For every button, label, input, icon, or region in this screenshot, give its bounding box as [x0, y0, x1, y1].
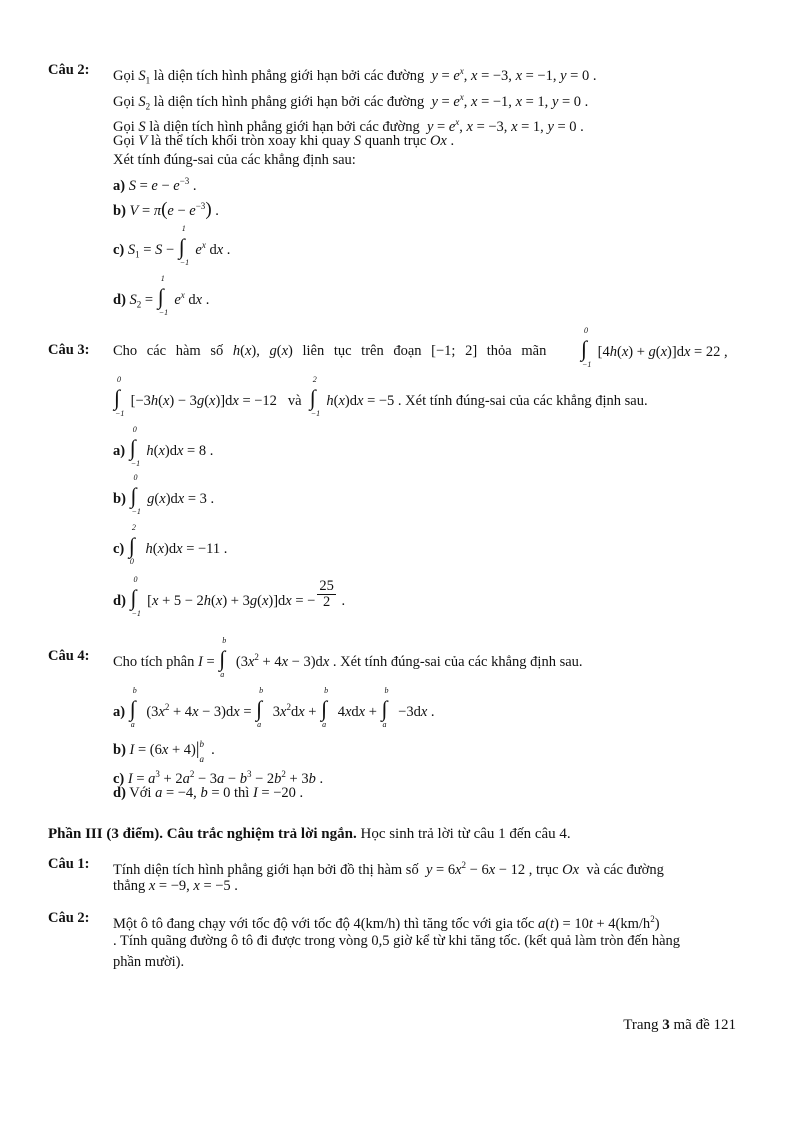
q2-l2-text: Gọi [113, 93, 135, 110]
q2-statement-a: a) $S = e - e^{-3}$ . [113, 176, 197, 194]
q3-l1-c: thỏa mãn [486, 343, 547, 359]
footer-post: mã đề 121 [673, 1017, 736, 1033]
short-question-1-label: Câu 1: [48, 856, 90, 872]
q3-statement-d: d) ∫ 0 −1 [x + 5 − 2h(x) + 3g(x)]dx = − $\frac{25}{2}$ . [113, 575, 346, 618]
integral-symbol: ∫ 2 0 [128, 523, 136, 566]
q4-d-text: Với [129, 785, 152, 801]
q2-l2-tail: là diện tích hình phẳng giới hạn bởi các đường [153, 93, 425, 110]
q3-d-label: d) [113, 593, 126, 609]
q3-line-1: Cho các hàm số h(x), g(x) liên tục trên đoạn [−1; 2] thỏa mãn [113, 343, 547, 359]
q2-c-label: c) [113, 241, 125, 258]
s2-line-3: phần mười). [113, 954, 185, 970]
integral-symbol: ∫ 1 −1 [157, 273, 169, 317]
integral-symbol: ∫ b a [256, 685, 264, 729]
q4-statement-a: a) ∫ b a $(3x^2 + 4x - 3)dx$ = ∫ b a $3x^2dx$ + ∫ b a 4xdx + ∫ b a −3dx . [113, 685, 435, 729]
integral-symbol: ∫ 2 −1 [309, 375, 321, 418]
s2-l1-b: thì tăng tốc với gia tốc [403, 915, 535, 932]
s2-line-1: Một ô tô đang chạy với tốc độ với tốc độ 4(km/h) thì tăng tốc với gia tốc $a(t) = 10t + 4(km/h^2)$ [113, 914, 660, 932]
q3-l2-and: và [287, 393, 302, 409]
q2-l3-text: Gọi [113, 118, 135, 135]
q2-l4-text: Gọi [113, 133, 135, 149]
integral-symbol: ∫ 0 −1 [129, 425, 141, 468]
q2-l3-tail: là diện tích hình phẳng giới hạn bởi các đường [149, 118, 420, 135]
integral-symbol: ∫ b a [129, 685, 137, 729]
q4-statement-c: c) $I = a^3 + 2a^2 - 3a - b^3 - 2b^2 + 3b$ . [113, 769, 324, 787]
part-3-title: Phần III (3 điểm). Câu trắc nghiệm trả lời ngắn. [48, 826, 357, 842]
q3-statement-c: c) ∫ 2 0 h(x)dx = −11 . [113, 523, 228, 566]
q3-statement-a: a) ∫ 0 −1 h(x)dx = 8 . [113, 425, 214, 468]
s1-line-2: thẳng x = −9, x = −5 . [113, 878, 238, 894]
integral-symbol: ∫ 0 −1 [130, 575, 141, 618]
q2-line-3: Gọi S là diện tích hình phẳng giới hạn bởi các đường $y = e^x$, x = −3, x = 1, y = 0 . [113, 117, 584, 135]
q4-statement-b: b) I = (6x + 4)| b a . [113, 738, 215, 764]
q4-l1-a: Cho tích phân [113, 653, 195, 670]
q3-line-2: ∫ 0 −1 [−3h(x) − 3g(x)]dx = −12 và ∫ 2 −1 h(x)dx = −5 . Xét tính đúng-sai của các khẳng định sau. [114, 375, 648, 418]
page-footer [623, 1017, 736, 1034]
integral-symbol: ∫ 0 −1 [581, 326, 592, 369]
footer-pre: Trang [623, 1017, 659, 1033]
footer-page-number: 3 [662, 1017, 670, 1033]
part-3-tail: Học sinh trả lời từ câu 1 đến câu 4. [360, 826, 571, 842]
q3-b-label: b) [113, 491, 126, 507]
s2-line-2: . Tính quãng đường ô tô đi được trong vòng 0,5 giờ kể từ khi tăng tốc. (kết quả làm tròn đến hàng [113, 933, 681, 949]
q4-d-then: thì [234, 785, 250, 801]
q2-line-2: Gọi $S_2$ là diện tích hình phẳng giới hạn bởi các đường $y = e^x$, x = −1, x = 1, y = 0 . [113, 92, 589, 112]
s1-l1-b: , trục [528, 861, 559, 878]
integral-symbol: ∫ b a [219, 635, 227, 679]
q3-l1-a: Cho các hàm số [113, 343, 224, 359]
s1-l2-a: thẳng [113, 878, 146, 894]
integral-symbol: ∫ b a [381, 685, 389, 729]
q4-l1-tail: . Xét tính đúng-sai của các khẳng định sau. [332, 653, 583, 670]
short-question-2-label: Câu 2: [48, 910, 90, 926]
q2-d-label: d) [113, 291, 126, 308]
q2-line-5: Xét tính đúng-sai của các khẳng định sau: [113, 152, 356, 168]
q2-statement-b: b) $V = \pi(e - e^{-3})$ . [113, 198, 219, 220]
q3-statement-b: b) ∫ 0 −1 g(x)dx = 3 . [113, 473, 215, 516]
q3-l1-b: liên tục trên đoạn [302, 343, 422, 359]
integral-symbol: ∫ 1 −1 [178, 223, 190, 267]
q2-l1-tail: là diện tích hình phẳng giới hạn bởi các đường [153, 67, 425, 84]
q2-a-label: a) [113, 177, 126, 194]
question-2-label: Câu 2: [48, 62, 90, 78]
question-4-label: Câu 4: [48, 648, 90, 664]
integral-symbol: ∫ 0 −1 [130, 473, 141, 516]
q3-c-label: c) [113, 541, 125, 557]
s1-line-1: Tính diện tích hình phẳng giới hạn bởi đồ thị hàm số $y = 6x^2 - 6x - 12$ , trục Ox và các đường [113, 860, 664, 878]
q2-l4-mid: là thể tích khối tròn xoay khi quay [150, 133, 351, 149]
q4-line-1: Cho tích phân I = ∫ b a $(3x^2 + 4x - 3)dx$ . Xét tính đúng-sai của các khẳng định sau. [113, 635, 583, 679]
q4-b-label: b) [113, 742, 126, 758]
integral-symbol: ∫ 0 −1 [114, 375, 125, 418]
q4-d-label: d) [113, 785, 126, 801]
s2-l1-a: Một ô tô đang chạy với tốc độ với tốc độ [113, 915, 350, 932]
q3-a-label: a) [113, 443, 126, 459]
q2-l4-tail: quanh trục [364, 133, 427, 149]
q3-l2-tail: . Xét tính đúng-sai của các khẳng định sau. [397, 393, 648, 409]
q2-statement-d: d) $S_2$ = ∫ 1 −1 $e^x$ dx . [113, 273, 210, 317]
q2-l1-text: Gọi [113, 67, 135, 84]
q2-line-1: Gọi $S_1$ là diện tích hình phẳng giới hạn bởi các đường $y = e^x$, x = −3, x = −1, y = 0 . [113, 66, 597, 86]
q3-condition-1: ∫ 0 −1 [4h(x) + g(x)]dx = 22 , [581, 326, 728, 369]
q2-line-4: Gọi V là thể tích khối tròn xoay khi quay S quanh trục Ox . [113, 133, 455, 149]
q2-statement-c: c) $S_1 = S$ − ∫ 1 −1 $e^x$ dx . [113, 223, 231, 267]
s1-l1-a: Tính diện tích hình phẳng giới hạn bởi đồ thị hàm số [113, 861, 419, 878]
integral-symbol: ∫ b a [321, 685, 329, 729]
s1-l1-c: và các đường [586, 861, 664, 878]
part-3-heading [48, 825, 571, 843]
question-3-label: Câu 3: [48, 342, 90, 358]
q4-c-label: c) [113, 770, 125, 787]
q4-statement-d: d) Với a = −4, b = 0 thì I = −20 . [113, 785, 304, 801]
q2-b-label: b) [113, 202, 126, 219]
q4-a-label: a) [113, 703, 126, 720]
